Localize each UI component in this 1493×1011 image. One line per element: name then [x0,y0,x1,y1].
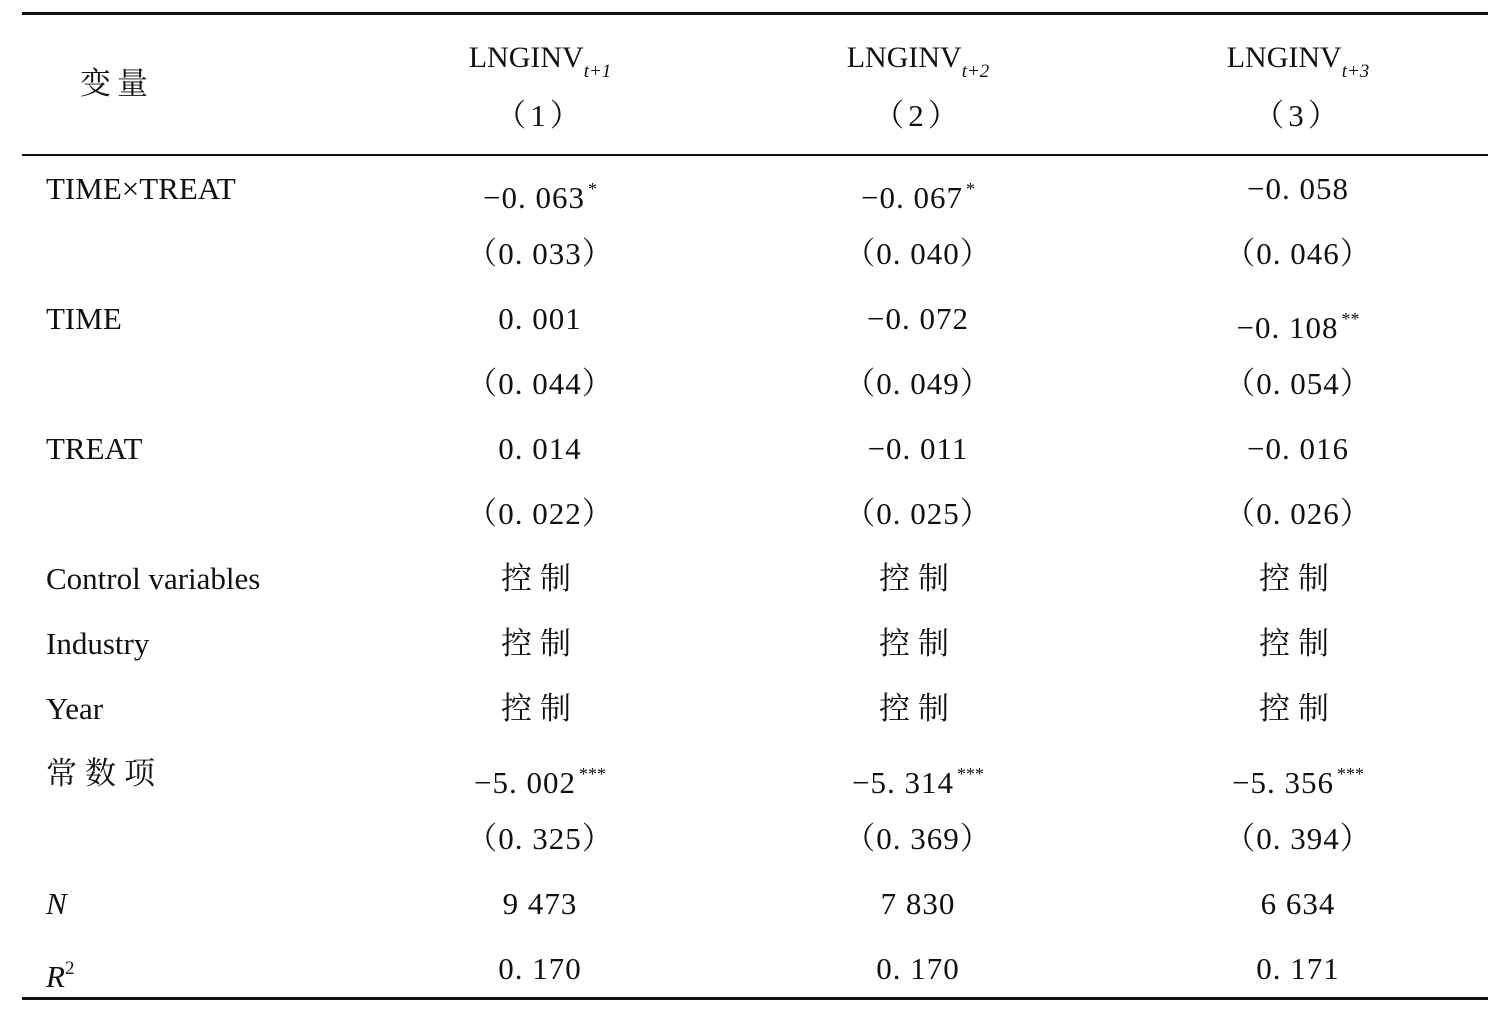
cell-value: −5. 356 [1232,765,1334,800]
cell-value: 控制 [501,561,579,596]
cell-value: 0. 001 [498,301,582,336]
cell-value: −5. 314 [852,765,954,800]
cell-value: 控制 [501,626,579,661]
table-cell [466,494,614,534]
row-label [46,624,149,664]
cell-value: 0. 170 [498,951,582,986]
cell-value: （0. 033） [466,236,614,271]
table-cell [466,234,614,274]
column-number-1: （1） [495,98,585,133]
table-cell [876,949,960,989]
table-bottom-rule [22,997,1488,1000]
row-label-text: 常数项 [46,756,163,791]
table-cell [498,949,582,989]
cell-value: （0. 394） [1224,821,1372,856]
cell-value: 控制 [879,691,957,726]
table-cell [867,299,969,339]
cell-value: （0. 026） [1224,496,1372,531]
table-cell [1224,364,1372,404]
cell-value: （0. 022） [466,496,614,531]
cell-value: −0. 011 [867,431,969,466]
cell-value: 控制 [1259,626,1337,661]
row-label [46,559,260,599]
table-top-rule [22,12,1488,15]
table-cell [1259,689,1337,729]
table-cell [1247,169,1349,209]
significance-stars: *** [1336,764,1364,784]
row-label [46,429,142,469]
row-label [46,754,163,794]
row-label [46,169,236,209]
table-cell [844,364,992,404]
row-label-text: N [46,886,67,921]
table-cell [466,819,614,859]
row-label-text: Year [46,691,104,726]
column-header-3-name: LNGINV [1226,41,1342,74]
row-label-text: R [46,959,65,994]
table-cell [1247,429,1349,469]
column-header-1 [469,38,612,92]
table-cell [474,754,606,803]
cell-value: 0. 171 [1256,951,1340,986]
column-header-2-subscript: t+2 [961,61,990,82]
cell-value: （0. 325） [466,821,614,856]
cell-value: −0. 058 [1247,171,1349,206]
cell-value: 控制 [1259,561,1337,596]
table-cell [501,559,579,599]
cell-value: 控制 [879,561,957,596]
cell-value: （0. 040） [844,236,992,271]
row-label [46,884,67,924]
row-label-text: TIME [46,301,122,336]
cell-value: −5. 002 [474,765,576,800]
table-cell [1237,299,1360,348]
table-cell [844,234,992,274]
table-cell [1256,949,1340,989]
cell-value: 控制 [501,691,579,726]
table-cell [1232,754,1364,803]
column-header-2-name: LNGINV [846,41,962,74]
significance-stars: ** [1341,309,1360,329]
row-label [46,689,103,729]
table-cell [879,559,957,599]
cell-value: 0. 170 [876,951,960,986]
cell-value: 7 830 [880,886,956,921]
row-label-text: Industry [46,626,150,661]
cell-value: −0. 016 [1247,431,1349,466]
column-header-2 [847,38,990,92]
table-cell [879,624,957,664]
cell-value: （0. 054） [1224,366,1372,401]
table-cell [844,494,992,534]
cell-value: （0. 044） [466,366,614,401]
row-label-text: Control variables [46,561,261,596]
column-header-1-name: LNGINV [468,41,584,74]
table-cell [881,884,956,924]
cell-value: 控制 [879,626,957,661]
column-header-1-subscript: t+1 [583,61,612,82]
cell-value: （0. 369） [844,821,992,856]
table-cell [501,624,579,664]
significance-stars: * [965,179,975,199]
column-number-3: （3） [1253,98,1343,133]
table-cell [483,169,597,218]
row-label [46,949,74,997]
table-cell [503,884,578,924]
cell-value: 9 473 [502,886,578,921]
table-cell [852,754,984,803]
cell-value: （0. 049） [844,366,992,401]
table-header-rule [22,154,1488,156]
cell-value: （0. 025） [844,496,992,531]
row-label [46,299,122,339]
table-cell [1224,819,1372,859]
table-cell [466,364,614,404]
table-cell [868,429,969,469]
table-cell [879,689,957,729]
table-cell [1259,559,1337,599]
table-cell [498,299,582,339]
cell-value: −0. 108 [1236,310,1339,345]
cell-value: （0. 046） [1224,236,1372,271]
significance-stars: *** [956,764,984,784]
variable-header: 变量 [80,66,154,101]
cell-value: 控制 [1259,691,1337,726]
cell-value: −0. 063 [483,180,585,215]
table-cell [1261,884,1336,924]
significance-stars: *** [578,764,606,784]
table-cell [844,819,992,859]
cell-value: −0. 072 [867,301,969,336]
significance-stars: * [587,179,597,199]
column-header-3-subscript: t+3 [1341,61,1370,82]
table-cell [1224,234,1372,274]
cell-value: −0. 067 [861,180,963,215]
row-label-superscript: 2 [64,958,75,979]
table-cell [1259,624,1337,664]
column-header-3 [1227,38,1370,92]
table-cell [498,429,582,469]
cell-value: 0. 014 [498,431,582,466]
table-cell [861,169,975,218]
table-cell [1224,494,1372,534]
cell-value: 6 634 [1260,886,1336,921]
row-label-text: TIME×TREAT [46,171,236,206]
table-cell [501,689,579,729]
row-label-text: TREAT [46,431,143,466]
column-number-2: （2） [873,98,963,133]
